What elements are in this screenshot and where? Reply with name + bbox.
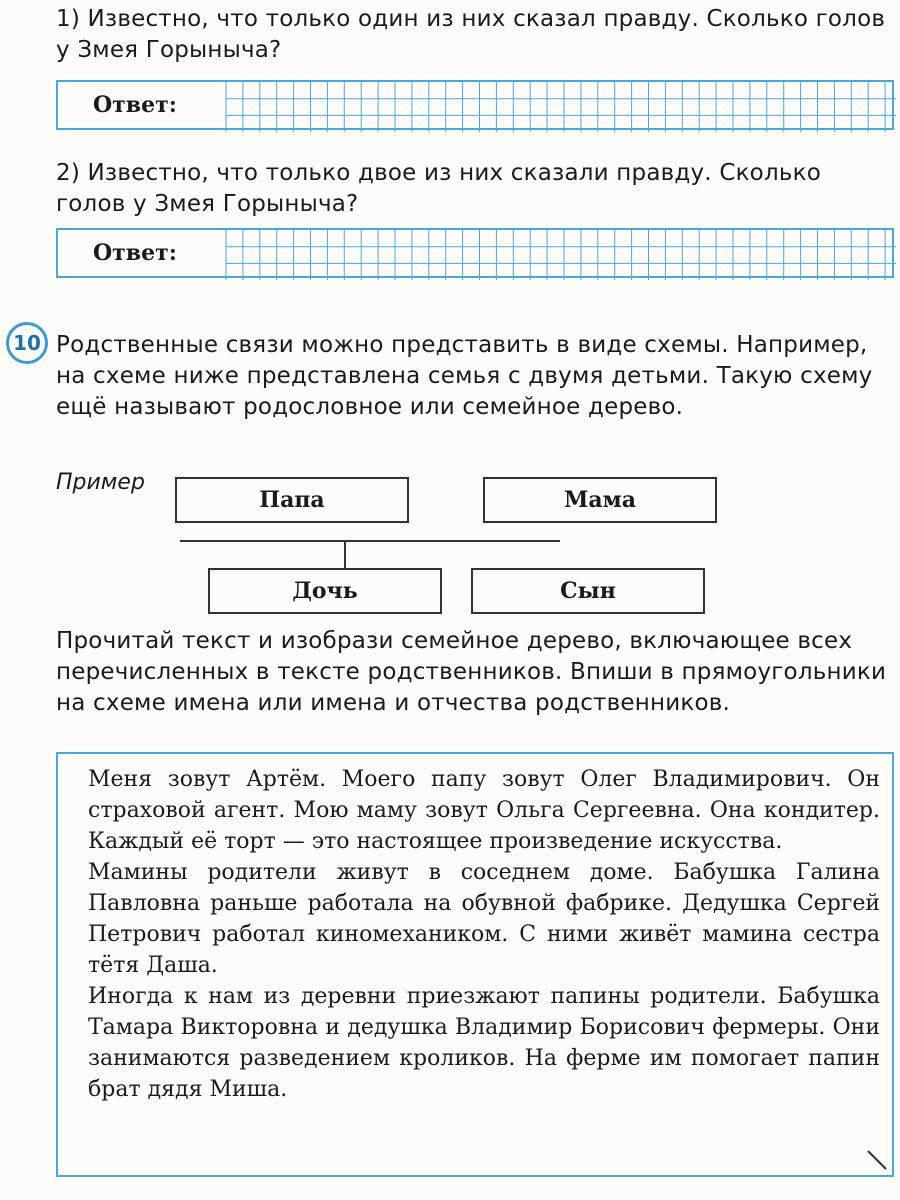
tree-box-son[interactable]: Сын xyxy=(471,568,705,614)
tree-box-mother[interactable]: Мама xyxy=(483,477,717,523)
task-10-instruction-text: Прочитай текст и изобрази семейное дерево, включающее всех перечисленных в тексте родственников. Впиши в прямоугольники на схеме имена или имена и отчества родственников. xyxy=(56,628,887,716)
answer-label-2: Ответ: xyxy=(93,240,177,266)
question-2-text: 2) Известно, что только двое из них сказали правду. Сколько голов у Змея Горыныча? xyxy=(56,160,821,217)
story-box xyxy=(56,752,894,1177)
answer-label-1: Ответ: xyxy=(93,92,177,118)
task-10-intro-text: Родственные связи можно представить в виде схемы. Например, на схеме ниже представлена семья с двумя детьми. Такую схему ещё называют родословное или семейное дерево. xyxy=(56,332,873,420)
story-paragraph-2: Мамины родители живут в соседнем доме. Бабушка Галина Павловна раньше работала на обувной фабрике. Дедушка Сергей Петрович работал киномехаником. С ними живёт мамина сестра тётя Даша. xyxy=(88,860,880,978)
question-1-text: 1) Известно, что только один из них сказал правду. Сколько голов у Змея Горыныча? xyxy=(56,6,886,63)
example-label: Пример xyxy=(56,470,145,495)
task-10-instruction xyxy=(56,626,896,719)
tree-box-daughter[interactable]: Дочь xyxy=(208,568,442,614)
story-paragraph-3: Иногда к нам из деревни приезжают папины родители. Бабушка Тамара Викторовна и дедушка Владимир Борисович фермеры. Они занимаются разведением кроликов. На ферме им помогает папин брат дядя Миша. xyxy=(88,984,880,1102)
task-number-badge: 10 xyxy=(6,322,48,364)
story-paragraph-1: Меня зовут Артём. Моего папу зовут Олег Владимирович. Он страховой агент. Мою маму зовут Ольга Сергеевна. Она кондитер. Каждый её торт — это настоящее произведение искусства. xyxy=(88,767,880,854)
tree-box-father[interactable]: Папа xyxy=(175,477,409,523)
corner-mark-icon xyxy=(866,1149,888,1171)
